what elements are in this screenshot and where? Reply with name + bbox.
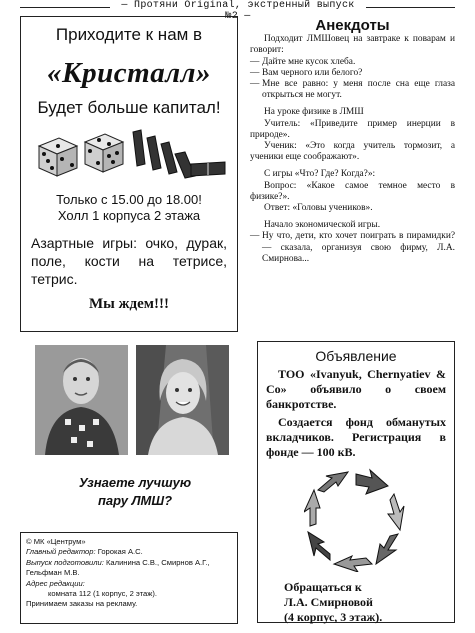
imprint-address: комната 112 (1 корпус, 2 этаж). <box>48 589 157 599</box>
imprint-label: Выпуск подготовили: <box>26 557 104 567</box>
joke-text: Ученик: «Это когда учитель тормозит, а ученики еще соображают». <box>250 141 455 163</box>
ad-brand-name: «Кристалл» <box>47 57 211 89</box>
dice-and-dominoes-illustration <box>29 124 229 186</box>
joke-1 <box>250 34 455 101</box>
header-rule-left <box>20 7 110 8</box>
joke-4 <box>250 220 455 265</box>
joke-line: — Вам черного или белого? <box>250 68 455 79</box>
ad-closing: Мы ждем!!! <box>89 296 169 312</box>
imprint-label: Адрес редакции: <box>26 578 85 588</box>
photo-caption <box>35 474 235 510</box>
joke-line: — Дайте мне кусок хлеба. <box>250 57 455 68</box>
contact-line: (4 корпус, 3 этаж). <box>284 610 383 624</box>
joke-line: — Мне все равно: у меня после сна еще глаза открыться не могут. <box>250 79 455 101</box>
jokes-column <box>250 17 455 265</box>
imprint-address-label <box>26 579 232 589</box>
caption-line-1: Узнаете лучшую <box>78 475 192 490</box>
joke-text: Учитель: «Приведите пример инерции в природе». <box>250 118 455 140</box>
contact-line: Обращаться к <box>284 580 362 594</box>
joke-text: Ответ: «Головы учеников». <box>264 203 373 214</box>
imprint-editor <box>26 547 232 557</box>
imprint-staff <box>26 558 232 579</box>
die-icon <box>39 138 77 176</box>
joke-2 <box>250 107 455 163</box>
imprint-box <box>20 532 238 624</box>
jokes-title: Анекдоты <box>315 17 390 34</box>
ad-hours: Только с 15.00 до 18.00! <box>56 192 202 207</box>
joke-text: Вопрос: «Какое самое темное место в физике?». <box>250 180 455 202</box>
joke-3 <box>250 169 455 214</box>
ad-games-list: Азартные игры: очко, дурак, поле, кости на тетрисе, тетрис. <box>31 235 227 287</box>
announcement-title: Объявление <box>315 348 397 364</box>
joke-text: На уроке физике в ЛМШ <box>264 107 364 118</box>
joke-line: — Ну что, дети, кто хочет поиграть в пирамидки? — сказала, организуя свою фирму, Л.А. Смирнова... <box>250 231 455 265</box>
joke-text: Начало экономической игры. <box>264 220 381 231</box>
photo-boy <box>35 345 128 455</box>
ad-location: Холл 1 корпуса 2 этажа <box>57 208 201 223</box>
caption-line-2: пару ЛМШ? <box>97 493 173 508</box>
imprint-label: Главный редактор: <box>26 547 96 557</box>
cycle-arrows-icon <box>304 468 408 572</box>
imprint-value: Горокая А.С. <box>95 547 143 557</box>
ad-intro: Приходите к нам в <box>55 25 203 44</box>
dominoes-icon <box>133 130 225 178</box>
photo-girl <box>136 345 229 455</box>
joke-text: С игры «Что? Где? Когда?»: <box>264 169 376 180</box>
issue-header: — Протяни Original, экстренный выпуск №2 — <box>121 0 355 22</box>
joke-text: Подходит ЛМШовец на завтраке к поварам и говорит: <box>250 34 455 56</box>
announcement-box <box>257 341 455 623</box>
imprint-ads: Принимаем заказы на рекламу. <box>26 599 138 609</box>
header-rule-right <box>366 7 455 8</box>
ad-slogan: Будет больше капитал! <box>37 98 221 117</box>
imprint-publisher: © МК «Центрум» <box>26 537 86 546</box>
announcement-bankruptcy: ТОО «Ivanyuk, Chernyatiev & Co» объявило о своем банкротстве. <box>266 367 446 411</box>
die-icon <box>85 134 123 172</box>
kristall-ad <box>20 16 238 332</box>
imprint-value: Калинина С.В., Смирнов А.Г., Гельфман М.В. <box>26 557 210 578</box>
announcement-contact <box>258 580 454 625</box>
contact-line: Л.А. Смирновой <box>284 595 373 609</box>
announcement-fund: Создается фонд обманутых вкладчиков. Регистрация в фонде — 100 кВ. <box>266 415 446 459</box>
